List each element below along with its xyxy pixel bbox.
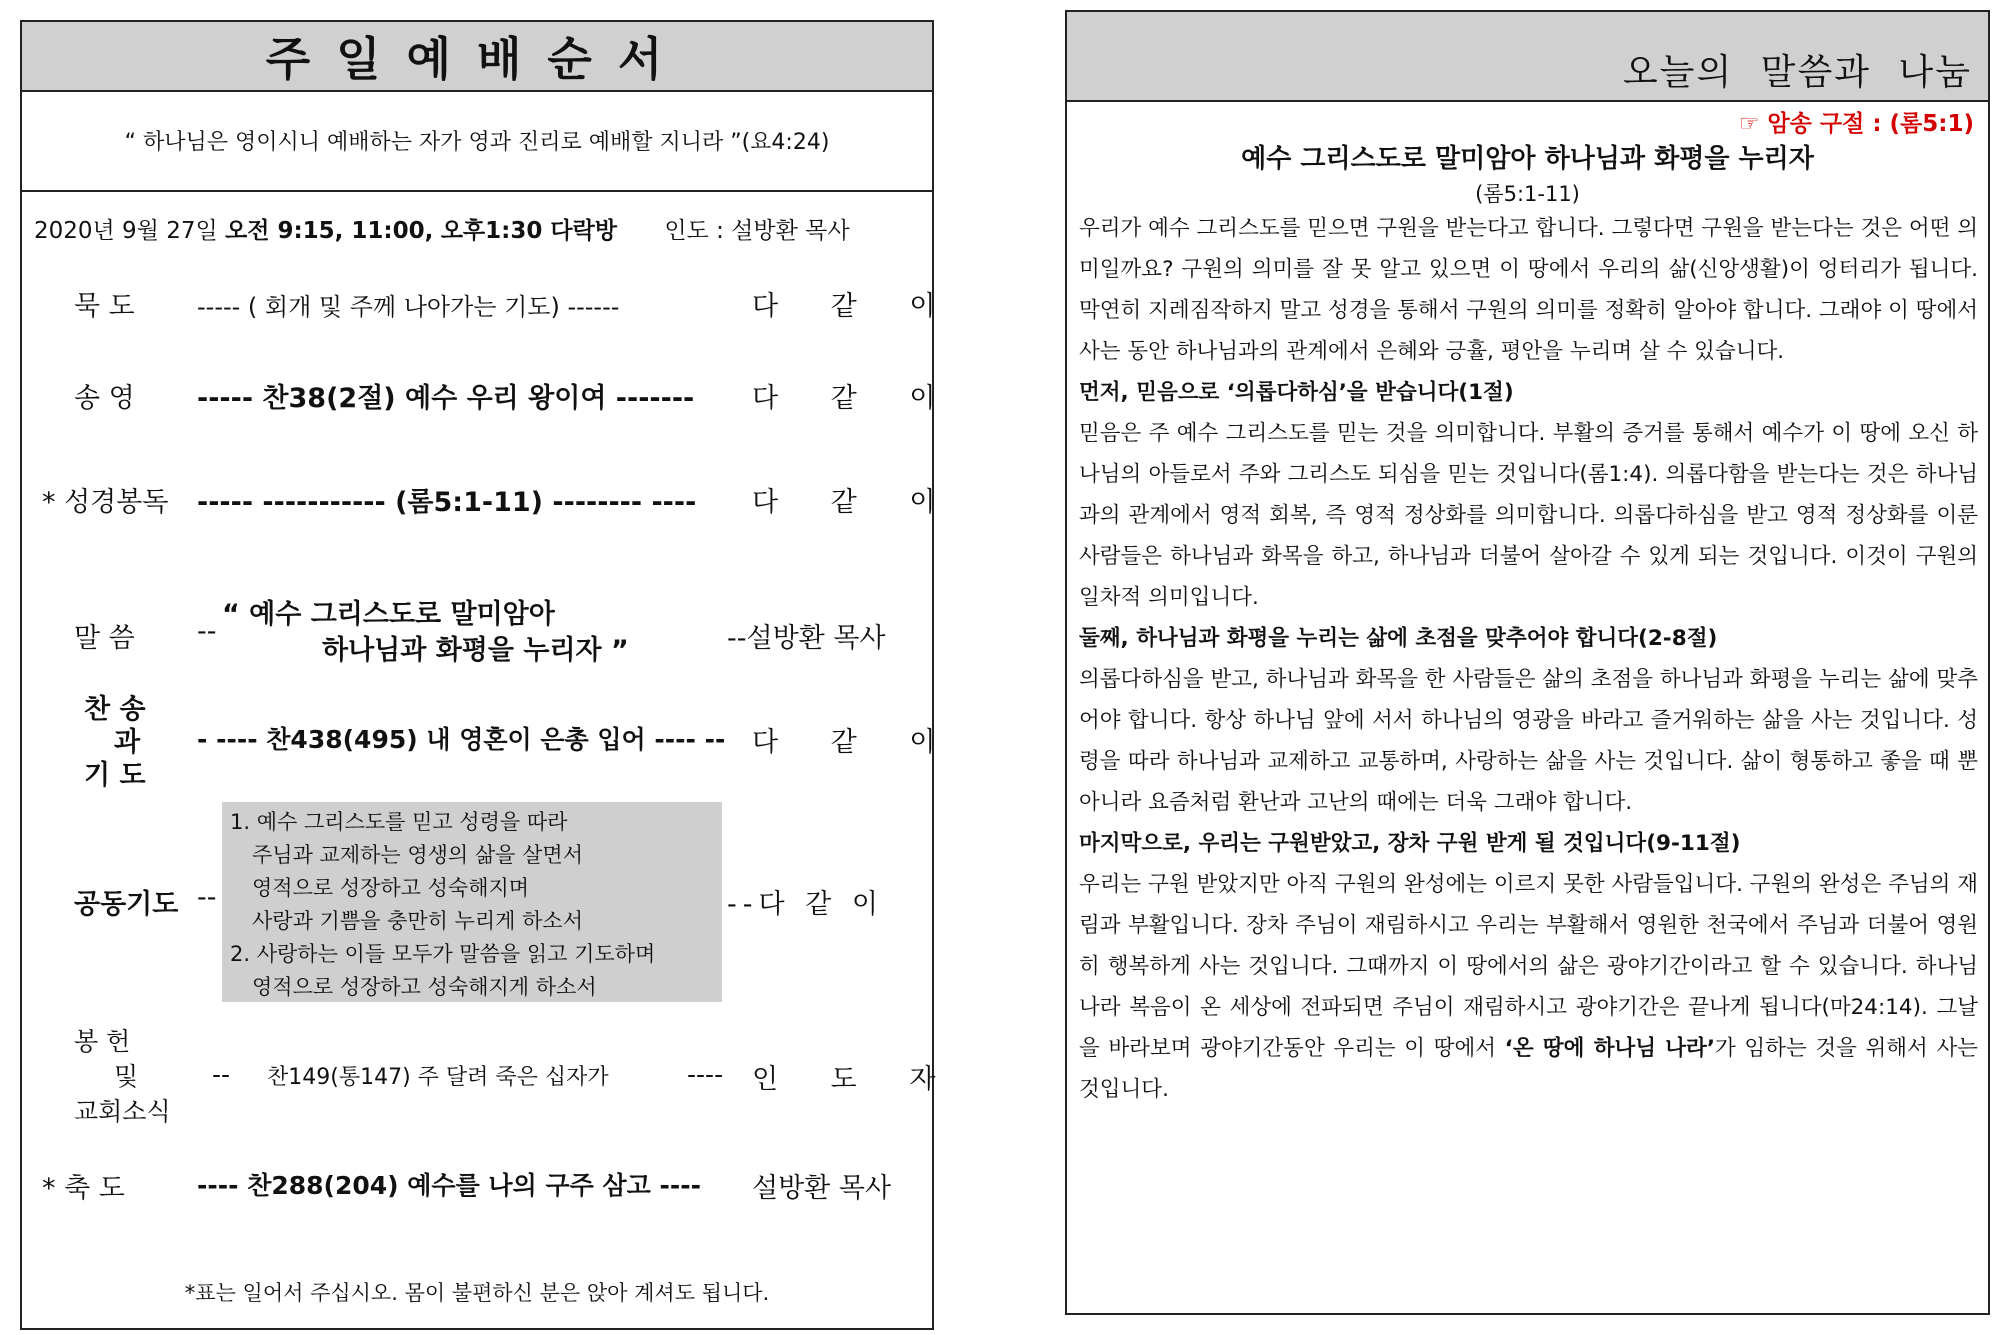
paragraph-text: 우리는 구원 받았지만 아직 구원의 완성에는 이르지 못한 사람들입니다. 구원의 완성은 주님의 재림과 부활입니다. 장차 주님이 재림하시고 우리는 부활해서 영원한 천국에서 주님과 더불어 영원히 행복하게 사는 것입니다. 그때까지 이 땅에서의 삶은 광야기간이라고 할 수 있습니다. 하나님 나라 복음이 온 세상에 전파되면 주님이 재림하시고 광야기간은 끝나게 됩니다(마24:14). 그날을 바라보며 광야기간동안 우리는 이 땅에서 bbox=[1079, 872, 1978, 1061]
section-heading: 둘째, 하나님과 화평을 누리는 삶에 초점을 맞추어야 합니다(2-8절) bbox=[1079, 626, 1718, 651]
row-dash: -- bbox=[197, 616, 217, 647]
order-row-sermon bbox=[22, 592, 936, 672]
prayer-line: 사랑과 기쁨을 충만히 누리게 하소서 bbox=[252, 909, 583, 933]
row-response: --설방환 목사 bbox=[727, 623, 886, 654]
row-response: 다 같 이 bbox=[752, 291, 958, 322]
paragraph bbox=[1079, 864, 1978, 1110]
worship-order-title: 주일예배순서 bbox=[22, 22, 932, 92]
section-heading: 먼저, 믿음으로 ‘의롭다하심’을 받습니다(1절) bbox=[1079, 380, 1514, 405]
row-label-1: 찬 송 bbox=[84, 694, 146, 725]
row-label: 말 씀 bbox=[74, 623, 135, 654]
row-content: ----- ----------- (롬5:1-11) -------- ---- bbox=[197, 487, 697, 518]
row-response: 인 도 자 bbox=[752, 1064, 958, 1095]
epigraph: “ 하나님은 영이시니 예배하는 자가 영과 진리로 예배할 지니라 ”(요4:24) bbox=[22, 90, 932, 192]
paragraph: 의롭다하심을 받고, 하나님과 화목을 한 사람들은 삶의 초점을 하나님과 화평을 누리는 삶에 맞추어야 합니다. 항상 하나님 앞에 서서 하나님의 영광을 바라고 즐거워하는 삶을 사는 것입니다. 성령을 따라 하나님과 교제하고 교통하며, 사랑하는 삶을 사는 것입니다. 삶이 형통하고 좋을 때 뿐 아니라 요즘처럼 환난과 고난의 때에는 더욱 그래야 합니다. bbox=[1079, 667, 1978, 815]
section-heading: 마지막으로, 우리는 구원받았고, 장차 구원 받게 될 것입니다(9-11절) bbox=[1079, 831, 1741, 856]
row-dash: -- bbox=[212, 1060, 231, 1089]
row-content: ---- 찬288(204) 예수를 나의 구주 삼고 ---- bbox=[197, 1171, 701, 1200]
sermon-reference: (롬5:1-11) bbox=[1475, 182, 1580, 206]
order-row-hymn-prayer bbox=[22, 687, 958, 797]
todays-word-header: 오늘의 말씀과 나눔 bbox=[1067, 12, 1988, 102]
row-label: 공동기도 bbox=[74, 889, 179, 920]
row-content: ----- 찬38(2절) 예수 우리 왕이여 ------- bbox=[197, 383, 695, 414]
row-content: 찬149(통147) 주 달려 죽은 십자가 bbox=[267, 1065, 609, 1090]
row-label: 묵 도 bbox=[74, 291, 135, 322]
worship-order-panel bbox=[20, 20, 958, 1330]
row-dash-tail: ---- bbox=[687, 1060, 724, 1089]
row-label-3: 기 도 bbox=[84, 760, 146, 791]
row-label-2: 과 bbox=[114, 727, 141, 758]
footnote: *표는 일어서 주십시오. 몸이 불편하신 분은 앉아 계셔도 됩니다. bbox=[184, 1281, 770, 1305]
common-prayer-box bbox=[222, 802, 722, 1002]
paragraph-end: 가 임하는 것을 위해서 사는 것입니다. bbox=[1079, 1036, 1978, 1102]
emphasis: ‘온 땅에 하나님 나라’ bbox=[1504, 1036, 1715, 1061]
paragraph: 우리가 예수 그리스도를 믿으면 구원을 받는다고 합니다. 그렇다면 구원을 받는다는 것은 어떤 의미일까요? 구원의 의미를 잘 못 알고 있으면 이 땅에서 우리의 삶(신앙생활)이 엉터리가 됩니다. 막연히 지레짐작하지 말고 성경을 통해서 구원의 의미를 정확히 알아야 합니다. 그래야 이 땅에서 사는 동안 하나님과의 관계에서 은혜와 긍휼, 평안을 누리며 살 수 있습니다. bbox=[1079, 216, 1978, 364]
row-label: * 축 도 bbox=[42, 1173, 125, 1204]
service-leader: 인도 : 설방환 목사 bbox=[664, 218, 850, 244]
prayer-line: 영적으로 성장하고 성숙해지게 하소서 bbox=[252, 975, 597, 999]
row-label: * 성경봉독 bbox=[42, 487, 169, 518]
row-dash: -- bbox=[197, 882, 217, 913]
row-label-1: 봉 헌 bbox=[74, 1027, 131, 1056]
sermon-body bbox=[1079, 208, 1978, 1110]
sermon-title-line1: “ 예수 그리스도로 말미암아 bbox=[222, 599, 555, 630]
service-info bbox=[34, 212, 850, 245]
row-content: ----- ( 회개 및 주께 나아가는 기도) ------ bbox=[197, 293, 620, 321]
sermon-title-line2: 하나님과 화평을 누리자 ” bbox=[322, 635, 629, 666]
row-content: - ---- 찬438(495) 내 영혼이 은총 입어 ---- -- bbox=[197, 725, 726, 754]
row-label-3: 교회소식 bbox=[74, 1097, 171, 1126]
row-label-2: 및 bbox=[114, 1062, 139, 1091]
memory-verse: ☞ 암송 구절 : (롬5:1) bbox=[1738, 111, 1974, 137]
row-label: 송 영 bbox=[74, 383, 135, 414]
todays-word-panel bbox=[1065, 10, 1990, 1315]
row-response: 다 같 이 bbox=[752, 487, 958, 518]
row-response: 다 같 이 bbox=[752, 383, 958, 414]
row-response: 설방환 목사 bbox=[752, 1173, 891, 1204]
order-row-offering bbox=[22, 1022, 958, 1132]
prayer-line: 1. 예수 그리스도를 믿고 성령을 따라 bbox=[230, 810, 568, 834]
row-response: 다 같 이 bbox=[752, 727, 958, 758]
prayer-line: 2. 사랑하는 이들 모두가 말씀을 읽고 기도하며 bbox=[230, 942, 656, 966]
prayer-line: 주님과 교제하는 영생의 삶을 살면서 bbox=[252, 843, 583, 867]
sermon-title: 예수 그리스도로 말미암아 하나님과 화평을 누리자 bbox=[1241, 144, 1814, 174]
service-pm: 오후1:30 다락방 bbox=[440, 218, 618, 244]
paragraph: 믿음은 주 예수 그리스도를 믿는 것을 의미합니다. 부활의 증거를 통해서 예수가 이 땅에 오신 하나님의 아들로서 주와 그리스도 되심을 믿는 것입니다(롬1:4). 의롭다함을 받는다는 것은 하나님과의 관계에서 영적 회복, 즉 영적 정상화를 의미합니다. 의롭다하심을 받고 영적 정상화를 이룬 사람들은 하나님과 화목을 하고, 하나님과 더불어 살아갈 수 있게 되는 것입니다. 이것이 구원의 일차적 의미입니다. bbox=[1079, 421, 1978, 610]
service-date: 2020년 9월 27일 bbox=[34, 218, 218, 244]
prayer-line: 영적으로 성장하고 성숙해지며 bbox=[252, 876, 530, 900]
service-times: 오전 9:15, 11:00, bbox=[225, 218, 434, 244]
row-response: --다 같 이 bbox=[727, 889, 884, 920]
